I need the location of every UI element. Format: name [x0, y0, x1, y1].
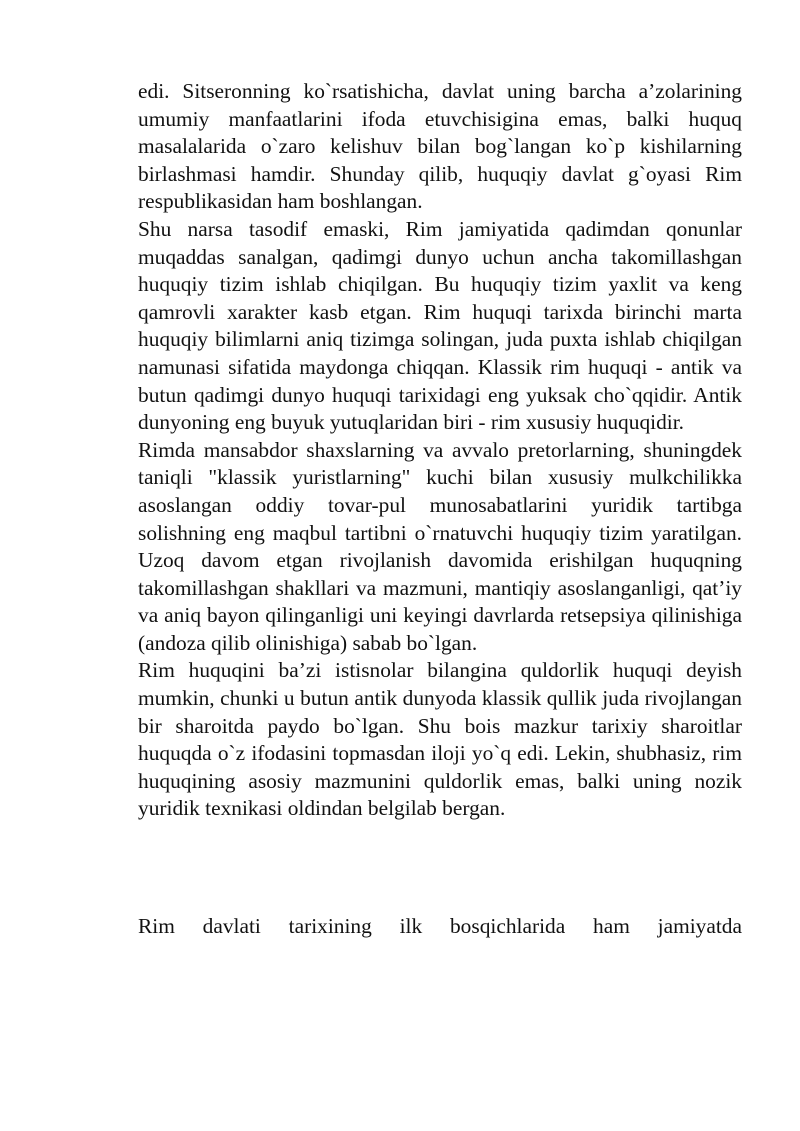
paragraph-3: Rimda mansabdor shaxslarning va avvalo pretorlarning, shuningdek taniqli "klassik yuristlarning" kuchi bilan xususiy mulkchilikka asoslangan oddiy tovar-pul munosabatlarini yuridik tartibga solishning eng maqbul tartibni o`rnatuvchi huquqiy tizim yaratilgan. Uzoq davom etgan rivojlanish davomida erishilgan huquqning takomillashgan shakllari va mazmuni, mantiqiy asoslanganligi, qat’iy va aniq bayon qilinganligi uni keyingi davrlarda retsepsiya qilinishiga (andoza qilib olinishiga) sabab bo`lgan.: [138, 437, 742, 655]
paragraph-1: edi. Sitseronning ko`rsatishicha, davlat uning barcha a’zolarining umumiy manfaatlarini ifoda etuvchisigina emas, balki huquq masalalarida o`zaro kelishuv bilan bog`langan ko`p kishilarning birlashmasi hamdir. Shunday qilib, huquqiy davlat g`oyasi Rim respublikasidan ham boshlangan.: [138, 79, 742, 214]
paragraph-2: Shu narsa tasodif emaski, Rim jamiyatida qadimdan qonunlar muqaddas sanalgan, qadimgi dunyo uchun ancha takomillashgan huquqiy tizim ishlab chiqilgan. Bu huquqiy tizim yaxlit va keng qamrovli xarakter kasb etgan. Rim huquqi tarixda birinchi marta huquqiy bilimlarni aniq tizimga solingan, juda puxta ishlab chiqilgan namunasi sifatida maydonga chiqqan. Klassik rim huquqi - antik va butun qadimgi dunyo huquqi tarixidagi eng yuksak cho`qqidir. Antik dunyoning eng buyuk yutuqlaridan biri - rim xususiy huquqidir.: [138, 216, 742, 435]
document-page: [138, 78, 742, 941]
paragraph-5-start: Rim davlati tarixining ilk bosqichlarida ham jamiyatda: [138, 914, 742, 939]
paragraph-4: Rim huquqini ba’zi istisnolar bilangina quldorlik huquqi deyish mumkin, chunki u butun antik dunyoda klassik qullik juda rivojlangan bir sharoitda paydo bo`lgan. Shu bois mazkur tarixiy sharoitlar huquqda o`z ifodasini topmasdan iloji yo`q edi. Lekin, shubhasiz, rim huquqining asosiy mazmunini quldorlik emas, balki uning nozik yuridik texnikasi oldindan belgilab bergan.: [138, 658, 742, 821]
paragraph-spacer: [138, 823, 742, 913]
